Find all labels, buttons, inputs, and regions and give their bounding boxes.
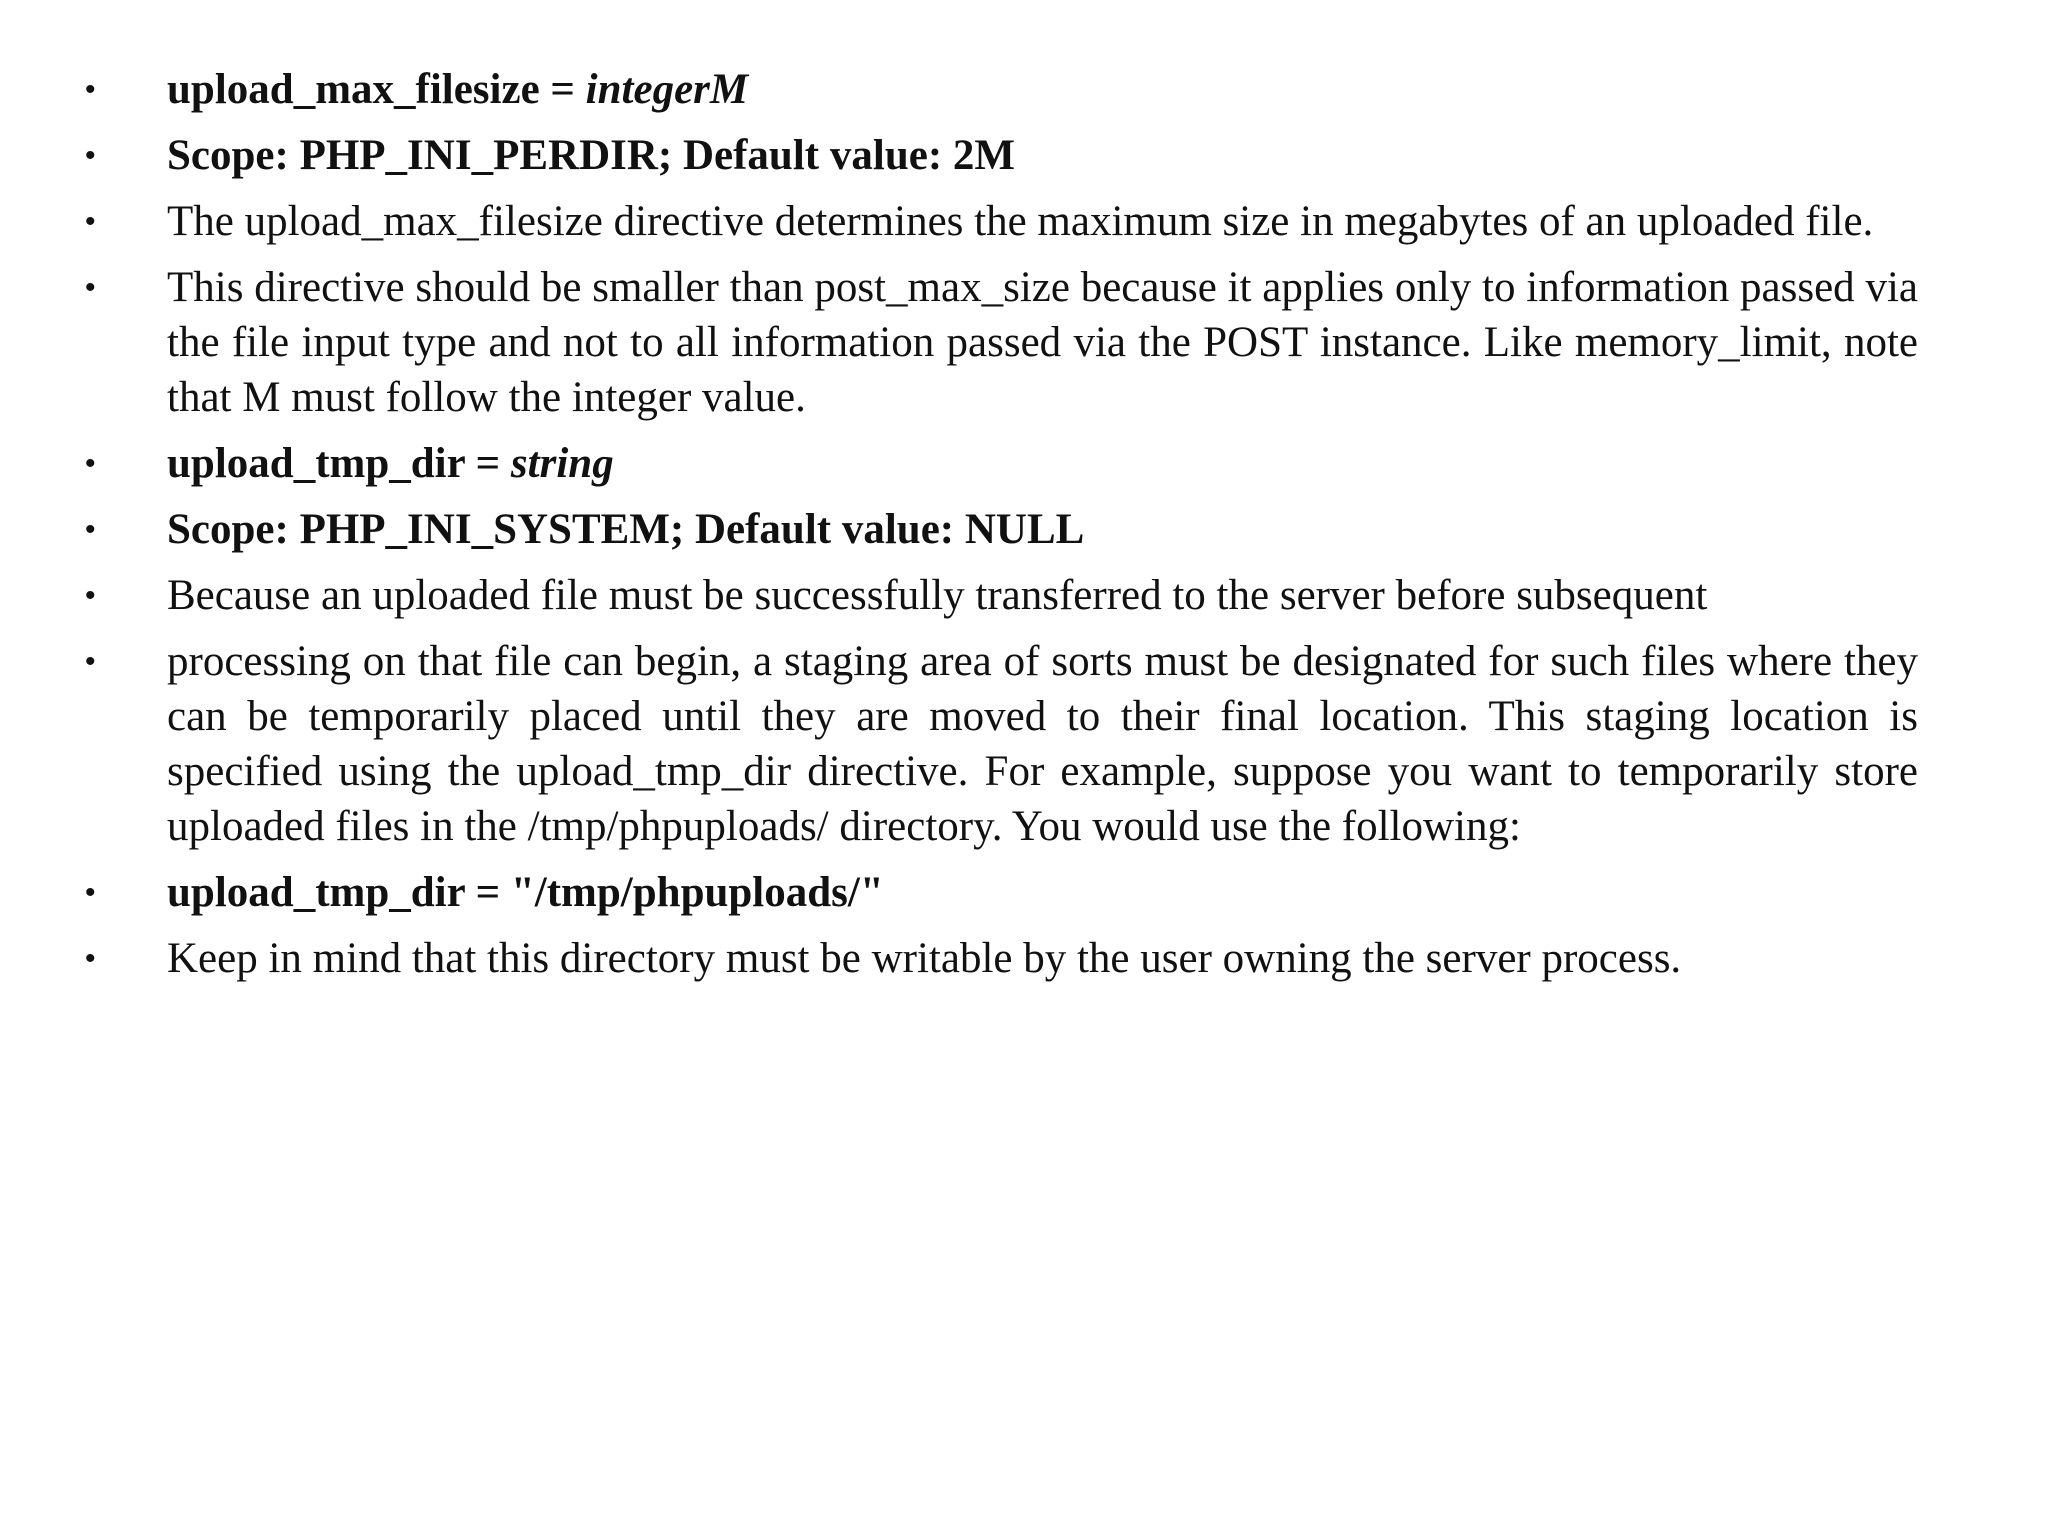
bullet-icon: • [85,645,96,678]
bullet-item-upload-max-filesize [85,62,1918,117]
bullet-item-description [85,931,1918,986]
directive-type: string [510,440,614,487]
bullet-icon: • [85,876,96,909]
bullet-item-description [85,194,1918,249]
bullet-item-description [85,634,1918,854]
directive-type: integerM [585,66,749,113]
bullet-icon: • [85,513,96,546]
code-example: upload_tmp_dir = "/tmp/phpuploads/" [167,869,884,916]
bullet-icon: • [85,205,96,238]
bullet-item-description [85,260,1918,425]
bullet-icon: • [85,579,96,612]
scope-text: Scope: PHP_INI_PERDIR; Default value: 2M [167,132,1015,179]
bullet-icon: • [85,447,96,480]
paragraph-text: processing on that file can begin, a staging area of sorts must be designated for such files where they can be temporarily placed until they are moved to their final location. This staging location is specified using the upload_tmp_dir directive. For example, suppose you want to temporarily store uploaded files in the /tmp/phpuploads/ directory. You would use the following: [167,638,1918,850]
directive-name: upload_tmp_dir = [167,440,511,487]
bullet-icon: • [85,271,96,304]
bullet-item-description [85,568,1918,623]
paragraph-text: This directive should be smaller than post_max_size because it applies only to information passed via the file input type and not to all information passed via the POST instance. Like memory_limit, note that M must follow the integer value. [167,264,1918,421]
paragraph-text: The upload_max_filesize directive determines the maximum size in megabytes of an uploaded file. [167,198,1874,245]
bullet-item-scope-system [85,502,1918,557]
bullet-item-scope-perdir [85,128,1918,183]
bullet-icon: • [85,139,96,172]
bullet-list [85,62,1918,997]
directive-name: upload_max_filesize = [167,66,586,113]
paragraph-text: Because an uploaded file must be successfully transferred to the server before subsequent [167,572,1708,619]
bullet-item-example [85,865,1918,920]
bullet-icon: • [85,942,96,975]
bullet-icon: • [85,73,96,106]
paragraph-text: Keep in mind that this directory must be writable by the user owning the server process. [167,935,1682,982]
bullet-item-upload-tmp-dir [85,436,1918,491]
scope-text: Scope: PHP_INI_SYSTEM; Default value: NULL [167,506,1085,553]
